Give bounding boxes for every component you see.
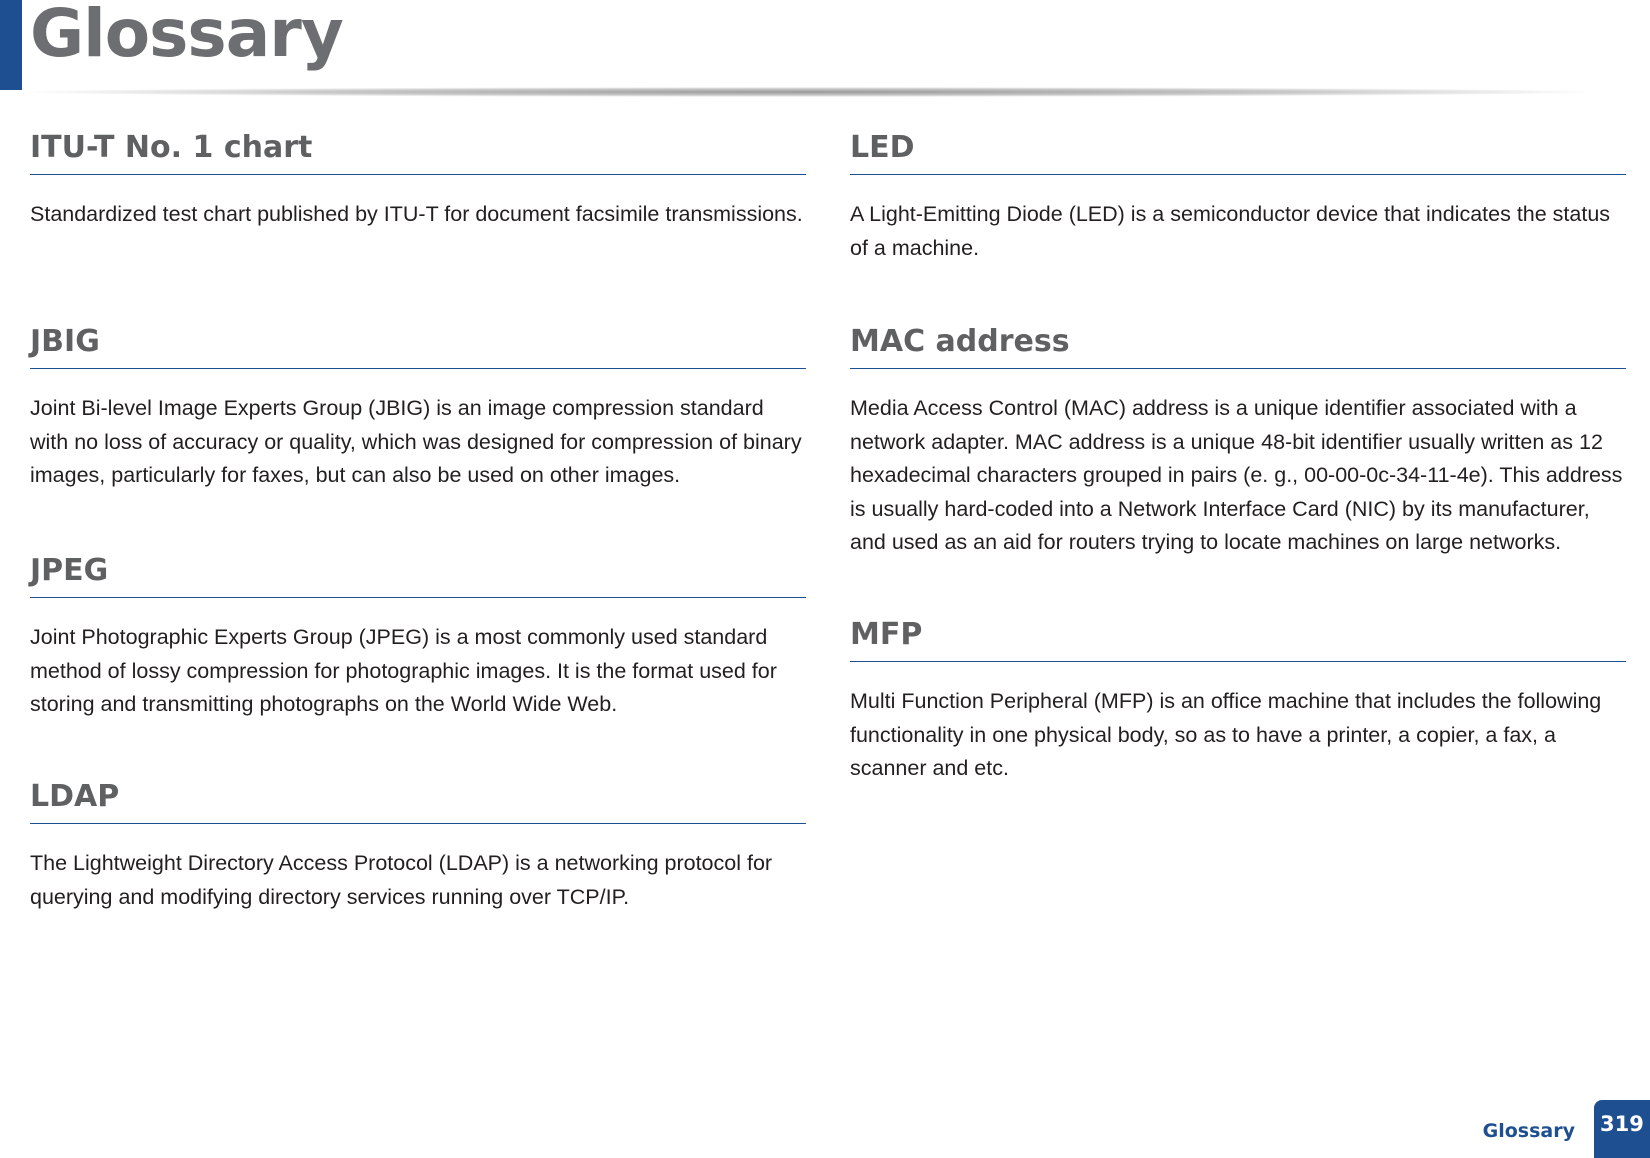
glossary-column-right (850, 124, 1626, 786)
page-title: Glossary (30, 0, 343, 72)
glossary-entry-led (850, 124, 1626, 318)
entry-definition: Joint Photographic Experts Group (JPEG) is a most commonly used standard method of lossy compression for photographic images. It is the format used for storing and transmitting photographs on the World Wide Web. (30, 625, 777, 716)
glossary-entry-ldap (30, 773, 806, 914)
entry-term: ITU-T No. 1 chart (30, 124, 806, 175)
entry-definition: A Light-Emitting Diode (LED) is a semiconductor device that indicates the status of a machine. (850, 202, 1611, 260)
glossary-entry-mac-address (850, 318, 1626, 611)
header-accent-bar (0, 0, 22, 90)
glossary-entry-jpeg (30, 547, 806, 773)
entry-definition: Standardized test chart published by ITU-T for document facsimile transmissions. (30, 202, 803, 226)
entry-definition: Joint Bi-level Image Experts Group (JBIG) is an image compression standard with no loss of accuracy or quality, which was designed for compression of binary images, particularly for faxes, but can also be used on other images. (30, 396, 802, 487)
entry-term: JBIG (30, 318, 806, 369)
entry-term: LDAP (30, 773, 806, 824)
glossary-entry-mfp (850, 611, 1626, 786)
entry-definition: The Lightweight Directory Access Protocol (LDAP) is a networking protocol for querying and modifying directory services running over TCP/IP. (30, 851, 773, 909)
entry-term: MAC address (850, 318, 1626, 369)
glossary-entry-jbig (30, 318, 806, 547)
entry-definition: Multi Function Peripheral (MFP) is an office machine that includes the following functionality in one physical body, so as to have a printer, a copier, a fax, a scanner and etc. (850, 689, 1602, 780)
entry-definition: Media Access Control (MAC) address is a unique identifier associated with a network adapter. MAC address is a unique 48-bit identifier usually written as 12 hexadecimal characters grouped in pairs (e. g., 00-00-0c-34-11-4e). This address is usually hard-coded into a Network Interface Card (NIC) by its manufacturer, and used as an aid for routers trying to locate machines on large networks. (850, 396, 1623, 554)
entry-term: JPEG (30, 547, 806, 598)
header-divider (30, 87, 1590, 97)
footer-section-label: Glossary (1482, 1120, 1575, 1142)
entry-term: LED (850, 124, 1626, 175)
glossary-entry-itu-t-no-1-chart (30, 124, 806, 318)
page-number-badge: 319 (1594, 1100, 1650, 1158)
entry-term: MFP (850, 611, 1626, 662)
glossary-column-left (30, 124, 806, 914)
